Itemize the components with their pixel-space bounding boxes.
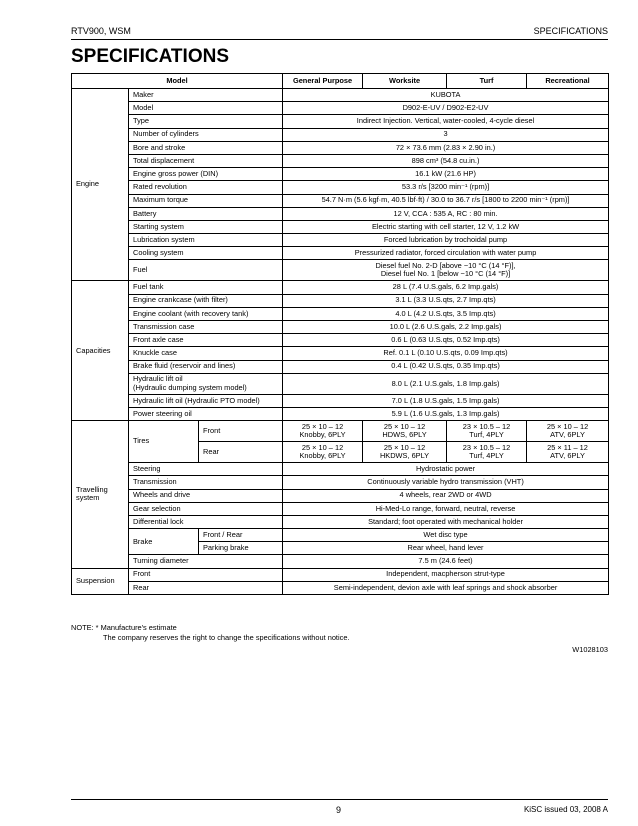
- col-worksite-header: Worksite: [363, 74, 447, 89]
- spec-value: 3.1 L (3.3 U.S.qts, 2.7 Imp.qts): [283, 294, 609, 307]
- spec-label: Starting system: [129, 220, 283, 233]
- spec-value: Continuously variable hydro transmission (VHT): [283, 476, 609, 489]
- spec-label: Turning diameter: [129, 555, 283, 568]
- table-row: [72, 181, 609, 194]
- spec-label: Fuel tank: [129, 281, 283, 294]
- spec-value: Indirect Injection. Vertical, water-cooled, 4-cycle diesel: [283, 115, 609, 128]
- spec-value: 10.0 L (2.6 U.S.gals, 2.2 Imp.gals): [283, 321, 609, 334]
- spec-label: [129, 373, 283, 394]
- tire-front-recreational: 25 × 10 – 12 ATV, 6PLY: [527, 421, 609, 442]
- spec-label: Rear: [129, 581, 283, 594]
- spec-value: 7.0 L (1.8 U.S.gals, 1.5 Imp.gals): [283, 394, 609, 407]
- spec-value: [283, 260, 609, 281]
- note-estimate: NOTE: * Manufacture's estimate: [71, 623, 177, 632]
- page-number: 9: [336, 805, 342, 815]
- group-suspension-label: Suspension: [72, 568, 129, 594]
- spec-label: Front / Rear: [199, 529, 283, 542]
- spec-label: Engine gross power (DIN): [129, 168, 283, 181]
- spec-value: 4.0 L (4.2 U.S.qts, 3.5 Imp.qts): [283, 307, 609, 320]
- document-code: W1028103: [572, 645, 608, 654]
- spec-label: Engine coolant (with recovery tank): [129, 307, 283, 320]
- table-row: [72, 194, 609, 207]
- spec-label: Total displacement: [129, 154, 283, 167]
- spec-label: Power steering oil: [129, 407, 283, 420]
- table-row: [72, 168, 609, 181]
- table-row: [72, 102, 609, 115]
- header-rule: [71, 39, 608, 40]
- tire-rear-general: 25 × 10 – 12 Knobby, 6PLY: [283, 442, 363, 463]
- table-row: [72, 421, 609, 442]
- spec-label: Cooling system: [129, 247, 283, 260]
- spec-value: Wet disc type: [283, 529, 609, 542]
- spec-label: Brake fluid (reservoir and lines): [129, 360, 283, 373]
- table-header-row: [72, 74, 609, 89]
- tire-front-turf: 23 × 10.5 – 12 Turf, 4PLY: [447, 421, 527, 442]
- spec-value: 53.3 r/s [3200 min⁻¹ (rpm)]: [283, 181, 609, 194]
- spec-value: Independent, macpherson strut-type: [283, 568, 609, 581]
- spec-label: Differential lock: [129, 515, 283, 528]
- spec-value: Hydrostatic power: [283, 463, 609, 476]
- spec-label: Gear selection: [129, 502, 283, 515]
- table-row: [72, 220, 609, 233]
- table-row: [72, 234, 609, 247]
- table-row: [72, 260, 609, 281]
- spec-value: Rear wheel, hand lever: [283, 542, 609, 555]
- spec-label: Lubrication system: [129, 234, 283, 247]
- spec-label: Fuel: [129, 260, 283, 281]
- spec-value: 28 L (7.4 U.S.gals, 6.2 Imp.gals): [283, 281, 609, 294]
- table-row: [72, 141, 609, 154]
- spec-value: 4 wheels, rear 2WD or 4WD: [283, 489, 609, 502]
- tire-rear-recreational: 25 × 11 – 12 ATV, 6PLY: [527, 442, 609, 463]
- footer-rule: [71, 799, 608, 800]
- document-header-left: RTV900, WSM: [71, 26, 131, 36]
- table-row: [72, 581, 609, 594]
- table-row: [72, 294, 609, 307]
- tires-front-label: Front: [199, 421, 283, 442]
- spec-value: Pressurized radiator, forced circulation with water pump: [283, 247, 609, 260]
- spec-label: Bore and stroke: [129, 141, 283, 154]
- spec-value: KUBOTA: [283, 89, 609, 102]
- spec-value: 12 V, CCA : 535 A, RC : 80 min.: [283, 207, 609, 220]
- table-row: [72, 347, 609, 360]
- col-model-header: Model: [72, 74, 283, 89]
- spec-label: Transmission: [129, 476, 283, 489]
- tires-label: Tires: [129, 421, 199, 463]
- travelling-line-2: system: [76, 493, 100, 503]
- table-row: [72, 463, 609, 476]
- spec-label: Hydraulic lift oil (Hydraulic PTO model): [129, 394, 283, 407]
- spec-label: Front axle case: [129, 334, 283, 347]
- tire-front-general: 25 × 10 – 12 Knobby, 6PLY: [283, 421, 363, 442]
- spec-label: Wheels and drive: [129, 489, 283, 502]
- spec-value: Semi-independent, devion axle with leaf springs and shock absorber: [283, 581, 609, 594]
- specifications-table: [71, 73, 609, 595]
- lift-oil-line-1: Hydraulic lift oil: [133, 374, 183, 384]
- fuel-line-2: Diesel fuel No. 1 [below −10 °C (14 °F)]: [380, 269, 511, 279]
- spec-label: Front: [129, 568, 283, 581]
- spec-label: Knuckle case: [129, 347, 283, 360]
- tires-rear-label: Rear: [199, 442, 283, 463]
- spec-value: Forced lubrication by trochoidal pump: [283, 234, 609, 247]
- table-row: [72, 334, 609, 347]
- spec-label: Rated revolution: [129, 181, 283, 194]
- group-travelling-label: [72, 421, 129, 569]
- table-row: [72, 360, 609, 373]
- group-capacities-label: Capacities: [72, 281, 129, 421]
- table-row: [72, 515, 609, 528]
- spec-label: Steering: [129, 463, 283, 476]
- table-row: [72, 502, 609, 515]
- spec-label: Engine crankcase (with filter): [129, 294, 283, 307]
- spec-label: Model: [129, 102, 283, 115]
- table-row: [72, 529, 609, 542]
- table-row: [72, 128, 609, 141]
- spec-value: 8.0 L (2.1 U.S.gals, 1.8 Imp.gals): [283, 373, 609, 394]
- tire-front-worksite: 25 × 10 – 12 HDWS, 6PLY: [363, 421, 447, 442]
- brake-label: Brake: [129, 529, 199, 555]
- spec-value: D902-E-UV / D902-E2-UV: [283, 102, 609, 115]
- issue-label: KiSC issued 03, 2008 A: [523, 805, 608, 814]
- spec-value: 0.6 L (0.63 U.S.qts, 0.52 Imp.qts): [283, 334, 609, 347]
- table-row: [72, 407, 609, 420]
- table-row: [72, 281, 609, 294]
- col-general-purpose-header: General Purpose: [283, 74, 363, 89]
- col-turf-header: Turf: [447, 74, 527, 89]
- table-row: [72, 89, 609, 102]
- spec-value: 72 × 73.6 mm (2.83 × 2.90 in.): [283, 141, 609, 154]
- spec-label: Parking brake: [199, 542, 283, 555]
- table-row: [72, 247, 609, 260]
- spec-value: 3: [283, 128, 609, 141]
- spec-value: 16.1 kW (21.6 HP): [283, 168, 609, 181]
- spec-value: Electric starting with cell starter, 12 V, 1.2 kW: [283, 220, 609, 233]
- group-engine-label: Engine: [72, 89, 129, 281]
- table-row: [72, 115, 609, 128]
- table-row: [72, 154, 609, 167]
- note-disclaimer: The company reserves the right to change the specifications without notice.: [103, 633, 350, 642]
- spec-label: Maker: [129, 89, 283, 102]
- tire-rear-turf: 23 × 10.5 – 12 Turf, 4PLY: [447, 442, 527, 463]
- spec-value: 7.5 m (24.6 feet): [283, 555, 609, 568]
- spec-label: Type: [129, 115, 283, 128]
- spec-value: Standard; foot operated with mechanical holder: [283, 515, 609, 528]
- spec-value: 898 cm³ (54.8 cu.in.): [283, 154, 609, 167]
- table-row: [72, 489, 609, 502]
- table-row: [72, 394, 609, 407]
- spec-value: 54.7 N·m (5.6 kgf·m, 40.5 lbf·ft) / 30.0 to 36.7 r/s [1800 to 2200 min⁻¹ (rpm)]: [283, 194, 609, 207]
- table-row: [72, 555, 609, 568]
- spec-label: Transmission case: [129, 321, 283, 334]
- table-row: [72, 568, 609, 581]
- table-row: [72, 476, 609, 489]
- page-title: SPECIFICATIONS: [71, 46, 229, 67]
- lift-oil-line-2: (Hydraulic dumping system model): [133, 382, 247, 392]
- col-recreational-header: Recreational: [527, 74, 609, 89]
- table-row: [72, 321, 609, 334]
- travelling-line-1: Travelling: [76, 484, 108, 494]
- table-row: [72, 373, 609, 394]
- tire-rear-worksite: 25 × 10 – 12 HKDWS, 6PLY: [363, 442, 447, 463]
- table-row: [72, 307, 609, 320]
- spec-value: 0.4 L (0.42 U.S.qts, 0.35 Imp.qts): [283, 360, 609, 373]
- document-header-right: SPECIFICATIONS: [533, 26, 608, 36]
- fuel-line-1: Diesel fuel No. 2-D [above −10 °C (14 °F)],: [375, 260, 516, 270]
- spec-label: Number of cylinders: [129, 128, 283, 141]
- spec-value: Hi-Med-Lo range, forward, neutral, reverse: [283, 502, 609, 515]
- spec-value: Ref. 0.1 L (0.10 U.S.qts, 0.09 Imp.qts): [283, 347, 609, 360]
- spec-label: Maximum torque: [129, 194, 283, 207]
- spec-label: Battery: [129, 207, 283, 220]
- table-row: [72, 207, 609, 220]
- spec-value: 5.9 L (1.6 U.S.gals, 1.3 Imp.gals): [283, 407, 609, 420]
